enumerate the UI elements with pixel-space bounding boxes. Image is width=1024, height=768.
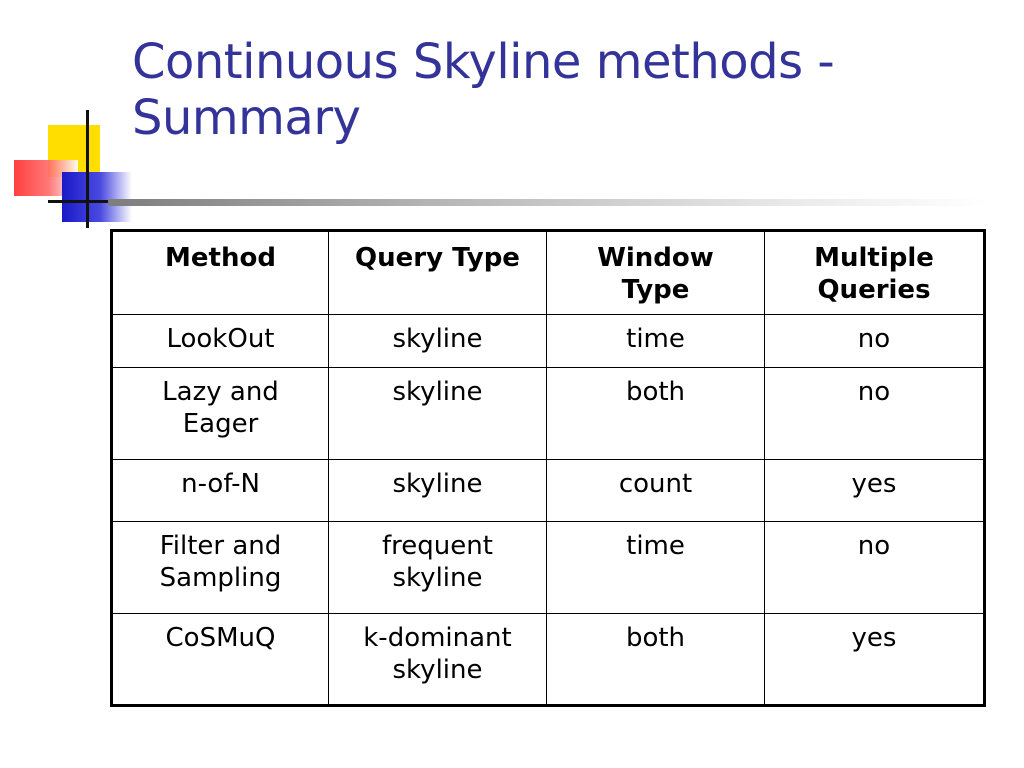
- cell-text: no: [857, 531, 891, 561]
- header-text: Window: [597, 243, 714, 273]
- cell-text: yes: [851, 623, 897, 653]
- table-row: [112, 522, 985, 614]
- cell-text: n-of-N: [181, 469, 260, 499]
- cell-text: skyline: [392, 563, 483, 593]
- table-cell: [765, 460, 985, 522]
- header-query-type: [329, 231, 547, 315]
- cell-text: k-dominant: [363, 623, 512, 653]
- table-cell: [112, 368, 329, 460]
- decor-vertical-line: [86, 110, 89, 228]
- cell-text: no: [857, 324, 891, 354]
- table-header-row: [112, 231, 985, 315]
- table-cell: [112, 522, 329, 614]
- table-cell: [112, 315, 329, 368]
- slide-title: [132, 34, 1012, 146]
- cell-text: skyline: [392, 469, 483, 499]
- cell-text: both: [625, 623, 686, 653]
- table-cell: [765, 614, 985, 706]
- table-cell: [547, 522, 765, 614]
- decor-blue-bar: [62, 172, 132, 222]
- table-cell: [329, 522, 547, 614]
- cell-text: Sampling: [159, 563, 282, 593]
- table-cell: [547, 460, 765, 522]
- table-cell: [765, 522, 985, 614]
- cell-text: yes: [851, 469, 897, 499]
- table-cell: [329, 614, 547, 706]
- cell-text: CoSMuQ: [165, 623, 276, 653]
- header-text: Query Type: [355, 243, 520, 273]
- cell-text: no: [857, 377, 891, 407]
- table-cell: [547, 368, 765, 460]
- table-row: [112, 315, 985, 368]
- cell-text: count: [618, 469, 693, 499]
- title-underline: [108, 199, 988, 206]
- cell-text: Eager: [182, 409, 259, 439]
- slide-title-line-1: Continuous Skyline methods -: [132, 34, 835, 90]
- table-cell: [112, 460, 329, 522]
- cell-text: skyline: [392, 655, 483, 685]
- table-cell: [547, 614, 765, 706]
- table-row: [112, 460, 985, 522]
- cell-text: time: [626, 531, 685, 561]
- table-row: [112, 368, 985, 460]
- header-window-type: [547, 231, 765, 315]
- cell-text: LookOut: [166, 324, 275, 354]
- cell-text: Lazy and: [162, 377, 279, 407]
- header-text: Queries: [817, 275, 931, 305]
- header-method: [112, 231, 329, 315]
- table-cell: [765, 315, 985, 368]
- header-multiple-queries: [765, 231, 985, 315]
- table-cell: [329, 460, 547, 522]
- summary-table: [110, 229, 986, 707]
- table-cell: [547, 315, 765, 368]
- cell-text: skyline: [392, 377, 483, 407]
- header-text: Method: [165, 243, 276, 273]
- cell-text: frequent: [382, 531, 493, 561]
- slide-title-line-2: Summary: [132, 90, 361, 146]
- cell-text: Filter and: [159, 531, 282, 561]
- cell-text: skyline: [392, 324, 483, 354]
- table-row: [112, 614, 985, 706]
- table-cell: [329, 315, 547, 368]
- table-cell: [765, 368, 985, 460]
- header-text: Multiple: [814, 243, 934, 273]
- cell-text: time: [626, 324, 685, 354]
- table-cell: [329, 368, 547, 460]
- cell-text: both: [625, 377, 686, 407]
- table-cell: [112, 614, 329, 706]
- header-text: Type: [621, 275, 690, 305]
